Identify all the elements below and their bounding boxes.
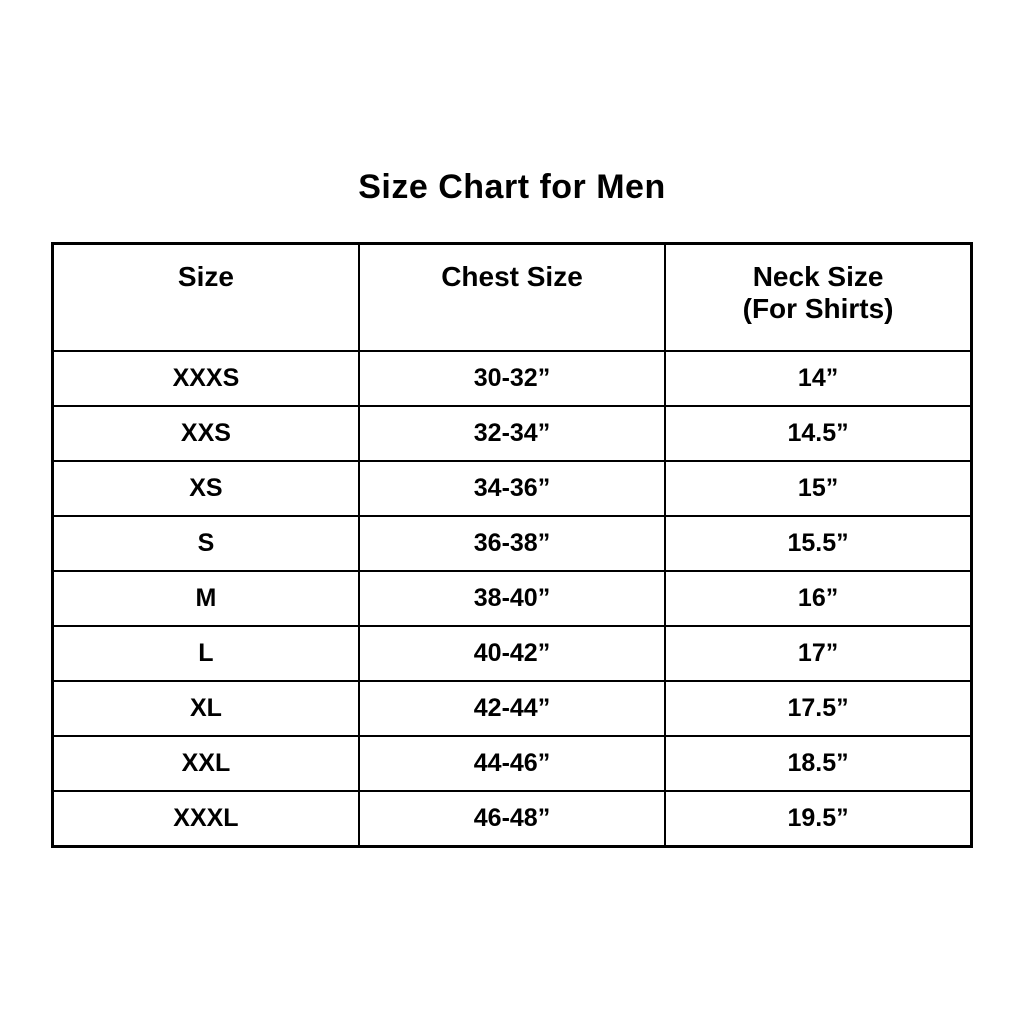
cell-neck: 19.5” (665, 791, 971, 847)
cell-neck: 14.5” (665, 406, 971, 461)
cell-chest: 34-36” (359, 461, 665, 516)
table-row (53, 351, 972, 406)
cell-neck: 15.5” (665, 516, 971, 571)
table-row (53, 681, 972, 736)
size-chart-table (51, 242, 973, 848)
table-row (53, 461, 972, 516)
table-row (53, 516, 972, 571)
cell-neck: 14” (665, 351, 971, 406)
cell-size: XS (53, 461, 359, 516)
cell-neck: 15” (665, 461, 971, 516)
cell-size: XL (53, 681, 359, 736)
column-header-size: Size (53, 244, 359, 352)
table-row (53, 406, 972, 461)
cell-neck: 17” (665, 626, 971, 681)
table-row (53, 626, 972, 681)
cell-size: XXXL (53, 791, 359, 847)
column-header-chest-size: Chest Size (359, 244, 665, 352)
cell-chest: 40-42” (359, 626, 665, 681)
table-header-row (53, 244, 972, 352)
cell-chest: 42-44” (359, 681, 665, 736)
cell-neck: 16” (665, 571, 971, 626)
page-title: Size Chart for Men (358, 168, 666, 206)
column-header-neck-size-label: Neck Size (752, 261, 884, 292)
table-row (53, 736, 972, 791)
cell-chest: 30-32” (359, 351, 665, 406)
cell-size: XXXS (53, 351, 359, 406)
cell-size: XXL (53, 736, 359, 791)
table-row (53, 571, 972, 626)
cell-neck: 17.5” (665, 681, 971, 736)
cell-size: XXS (53, 406, 359, 461)
cell-chest: 36-38” (359, 516, 665, 571)
cell-size: M (53, 571, 359, 626)
cell-size: S (53, 516, 359, 571)
cell-chest: 44-46” (359, 736, 665, 791)
cell-size: L (53, 626, 359, 681)
table-row (53, 791, 972, 847)
cell-neck: 18.5” (665, 736, 971, 791)
cell-chest: 32-34” (359, 406, 665, 461)
column-header-neck-size (665, 244, 971, 352)
column-header-neck-size-sublabel: (For Shirts) (742, 293, 894, 325)
cell-chest: 46-48” (359, 791, 665, 847)
cell-chest: 38-40” (359, 571, 665, 626)
